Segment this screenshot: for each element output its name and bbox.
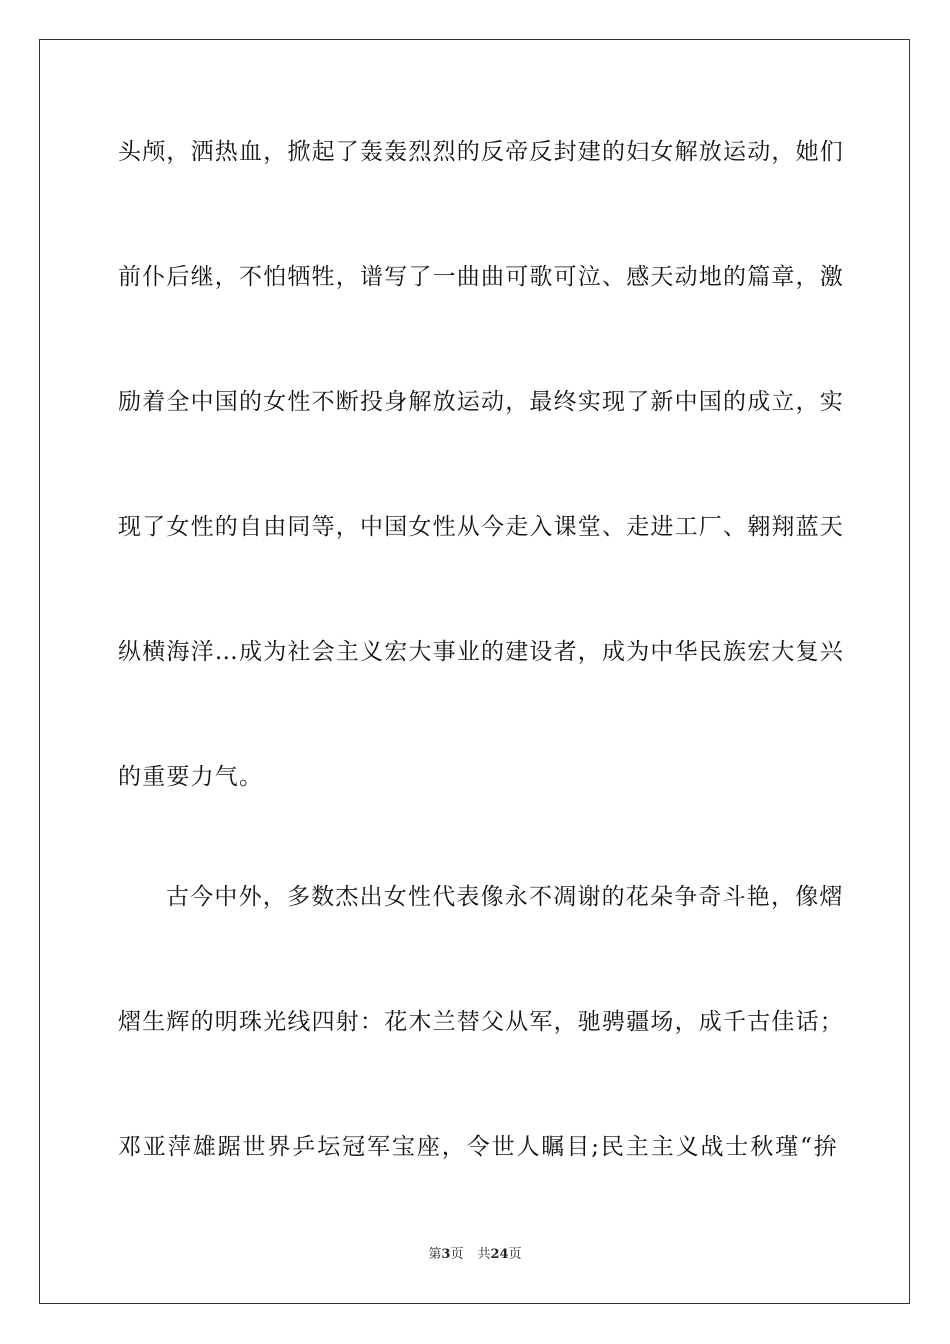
text-line: 纵横海洋…成为社会主义宏大事业的建设者，成为中华民族宏大复兴 bbox=[118, 639, 844, 665]
total-prefix: 共 bbox=[477, 1247, 491, 1262]
text-line: 头颅，洒热血，掀起了轰轰烈烈的反帝反封建的妇女解放运动，她们 bbox=[118, 139, 844, 165]
text-line: 熠生辉的明珠光线四射：花木兰替父从军，驰骋疆场，成千古佳话； bbox=[118, 1009, 844, 1035]
total-pages: 24 bbox=[490, 1247, 509, 1262]
text-line: 励着全中国的女性不断投身解放运动，最终实现了新中国的成立，实 bbox=[118, 389, 844, 415]
page-prefix: 第 bbox=[428, 1247, 442, 1262]
total-suffix: 页 bbox=[508, 1247, 522, 1262]
text-line: 的重要力气。 bbox=[118, 764, 264, 790]
text-line: 现了女性的自由同等，中国女性从今走入课堂、走进工厂、翱翔蓝天 bbox=[118, 514, 844, 540]
page-border bbox=[39, 39, 910, 1304]
text-line: 前仆后继，不怕牺牲，谱写了一曲曲可歌可泣、感天动地的篇章，激 bbox=[118, 264, 844, 290]
page-suffix: 页 bbox=[450, 1247, 464, 1262]
page-footer bbox=[0, 1246, 950, 1264]
page-number: 3 bbox=[441, 1247, 451, 1262]
paragraph-first-line: 古今中外，多数杰出女性代表像永不凋谢的花朵争奇斗艳，像熠 bbox=[166, 884, 844, 910]
text-line: 邓亚萍雄踞世界乒坛冠军宝座，令世人瞩目;民主主义战士秋瑾“拚 bbox=[118, 1134, 838, 1160]
